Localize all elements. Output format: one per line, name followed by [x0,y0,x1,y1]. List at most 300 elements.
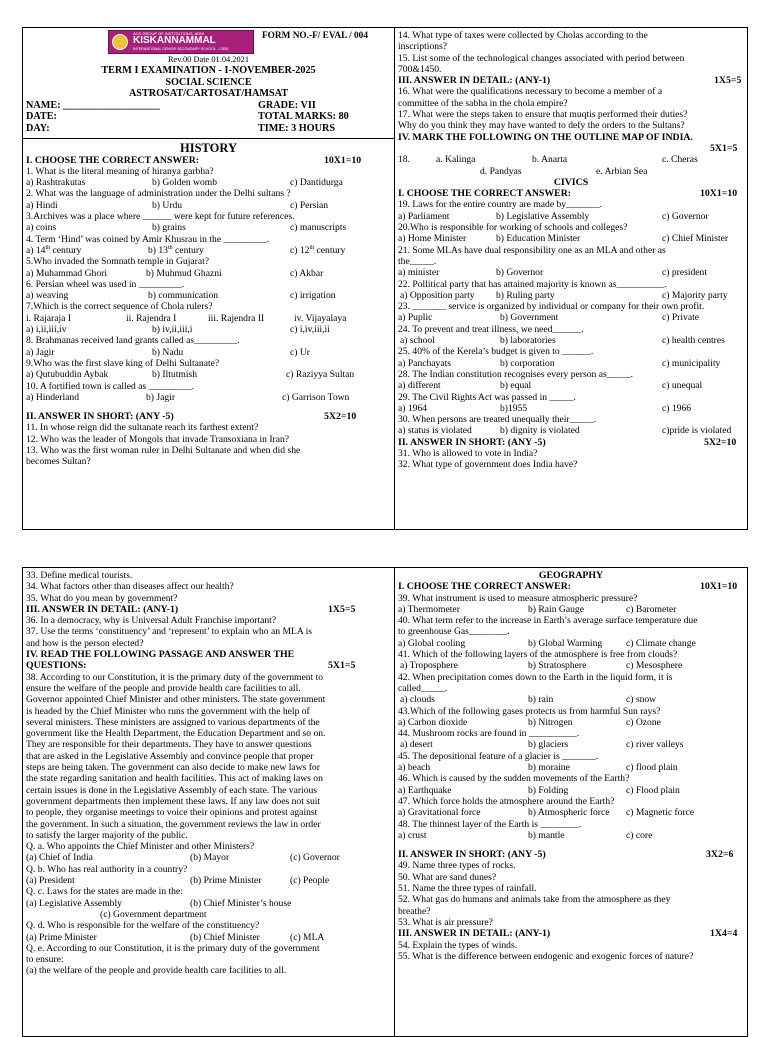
options [26,290,391,301]
section-marks: 10X1=10 [700,188,738,200]
option: c) Garrison Town [282,391,350,403]
option: (a) the welfare of the people and provide health care facilities to all. [26,965,287,977]
question: 20.Who is responsible for working of schools and colleges? [398,222,628,234]
question: Q. a. Who appoints the Chief Minister and other Ministers? [26,841,255,853]
option: c) i,iv,iii,ii [290,324,330,336]
question-number: 18. [398,154,410,166]
option: iv. Vijayalaya [294,312,347,324]
option: a) desert [400,739,433,751]
page-one-right-column [395,28,747,529]
question: 15. List some of the technological changes associated with period between [398,52,685,64]
options [398,233,744,244]
page-two-left-column [23,568,395,1036]
history-title: HISTORY [180,140,237,155]
map-options [398,166,744,177]
option: c) president [662,267,708,279]
date-field-label: DATE: [26,111,57,123]
civics-section-4-heading-continued [26,660,391,671]
option: b. Anarta [532,154,568,166]
passage-line: the government. In such a situation, the government reviews the law in order [26,818,321,830]
option: a) Gravitational force [398,807,481,819]
option-text: century [50,244,82,256]
geography-title: GEOGRAPHY [538,570,604,581]
option: b) Government [500,312,559,324]
option: a) Thermometer [398,603,460,615]
section-title: I. CHOOSE THE CORRECT ANSWER: [26,154,200,166]
option: c) Ozone [626,716,661,728]
option: a) beach [398,762,431,774]
question: 48. The thinnest layer of the Earth is ________. [398,818,582,830]
option: b) grains [152,222,186,234]
question-continued: committee of the sabha in the chola empire? [398,97,568,109]
civics-title: CIVICS [553,176,589,188]
question: 9.Who was the first slave king of Delhi Sultanate? [26,357,220,369]
option: b) communication [148,290,219,302]
option: b) Jagir [146,391,176,403]
question: 40. What term refer to the increase in Earth’s average surface temperature due [398,615,698,627]
section-marks: 3X2=6 [706,849,734,861]
question-continued: Why do you think they may have wanted to defy the orders to the Sultans? [398,120,685,132]
passage-line: is headed by the Chief Minister who runs the government with the help of [26,705,310,717]
options [26,245,391,256]
options [398,694,744,705]
passage-line: certain issues is done in the Legislative Assembly of each state. The various [26,784,318,796]
question: 12. Who was the leader of Mongols that invade Transoxiana in Iran? [26,433,290,445]
option: (a) Prime Minister [26,931,97,943]
option: a) Home Minister [398,233,467,245]
passage-line: the state regarding sanitation and health facilities. This act of making laws on [26,773,323,785]
option: a) Opposition party [400,289,475,301]
options [398,312,744,323]
option [148,245,204,256]
question: 4. Term ‘Hind’ was coined by Amir Khusrau in the _________. [26,233,270,245]
option: c) Raziyya Sultan [286,369,355,381]
question: 36. In a democracy, why is Universal Adult Franchise important? [26,615,277,627]
option-text: century [172,244,204,256]
option: c) core [626,829,653,841]
options [26,392,391,403]
option: a) Hinderland [26,391,80,403]
question: 49. Name three types of rocks. [398,860,516,872]
grade-label: GRADE: VII [258,99,316,111]
passage-line: to people, they organise meetings to voice their opinions and protest against [26,807,318,819]
option: a) Parliament [398,210,450,222]
passage-line: that are asked in the Legislative Assembly and convince people that proper [26,750,314,762]
option: b)1955 [500,402,528,414]
option: b) Stratosphere [528,660,587,672]
option: (c) Government department [100,908,207,920]
option: c) 1966 [662,402,692,414]
option: b) Folding [528,784,569,796]
option: a) Qutubuddin Aybak [26,369,109,381]
option: b) dignity is violated [500,425,580,437]
option: c) snow [626,694,657,706]
option: a) Hindi [26,199,58,211]
name-field-label: NAME: ___________________ [26,99,160,111]
map-options [398,154,744,165]
question: Q. e. According to our Constitution, it is the primary duty of the government [26,942,320,954]
option: a) 1964 [398,402,428,414]
option: b) Legislative Assembly [496,210,590,222]
question: 45. The depositional feature of a glacier is _______. [398,750,599,762]
options [26,324,391,335]
option: b) Urdu [152,199,183,211]
section-marks: 5X2=10 [324,411,357,423]
option: c) Akbar [290,267,324,279]
option: b) Rain Gauge [528,603,584,615]
revision-line: Rev.00 Date 01.04.2021 [167,55,250,64]
page-one-left-column [23,28,395,529]
options [26,313,391,324]
option: c) flood plain [626,762,678,774]
question: 39. What instrument is used to measure atmospheric pressure? [398,592,638,604]
options [398,739,744,750]
options [398,211,744,222]
options [398,267,744,278]
options [398,290,744,301]
question: 8. Brahmanas received land grants called as_________. [26,335,240,347]
question: 1. What is the literal meaning of hiranya garbha? [26,165,214,177]
options [26,268,391,279]
exam-title: TERM I EXAMINATION - I-NOVEMBER-2025 [101,65,316,76]
option: c) river valleys [626,739,684,751]
options [26,177,391,188]
civics-section-3-heading [26,604,391,615]
option: iii. Rajendra II [208,312,265,324]
option-sup: th [45,244,51,251]
option-sup: th [167,244,173,251]
question: 24. To prevent and treat illness, we need______. [398,323,584,335]
question: 42. When precipitation comes down to the Earth in the liquid form, it is [398,671,673,683]
passage-line: ensure the welfare of the people and provide health care facilities to all. [26,682,301,694]
section-marks: 1X4=4 [710,928,738,940]
geography-section-1-heading [398,581,744,592]
exam-subject: SOCIAL SCIENCE [165,76,252,88]
logo-group-text: ACS GROUP OF INSTITUTIONS, ARNI [133,31,205,36]
passage-line: government departments then implement these laws. If any law does not suit [26,795,321,807]
section-marks: 10X1=10 [324,154,362,166]
question: Q. d. Who is responsible for the welfare of the constituency? [26,920,260,932]
day-field-label: DAY: [26,122,50,134]
option: a) Carbon dioxide [398,716,468,728]
option: a) coins [26,222,57,234]
option: e. Arbian Sea [596,165,648,177]
option: (a) President [26,875,75,887]
spacer [398,841,744,849]
civics-section-2-heading [398,437,744,448]
question: 10. A fortified town is called as _________. [26,380,195,392]
history-section-4-heading: IV. MARK THE FOLLOWING ON THE OUTLINE MAP OF INDIA. [398,131,693,143]
exam-sections: ASTROSAT/CARTOSAT/HAMSAT [128,88,289,100]
options [26,852,391,863]
form-number: FORM NO.-F/ EVAL / 004 [262,31,368,41]
page-two [22,567,748,1037]
section-title: III. ANSWER IN DETAIL: (ANY-1) [398,928,551,940]
question: 11. In whose reign did the sultanate reach its farthest extent? [26,422,259,434]
option: (a) Chief of India [26,852,93,864]
passage-line: several ministers. These ministers are assigned to various departments of the [26,716,320,728]
question-continued: and how is the person elected? [26,637,144,649]
option: (b) Prime Minister [190,875,262,887]
logo-sub-text: INTERNATIONAL SENIOR SECONDARY SCHOOL - CBSE [133,47,229,51]
option: (a) Legislative Assembly [26,897,122,909]
option-text: a) 14 [26,244,46,256]
option: c) Ur [290,346,310,358]
option: a) Rashtrakutas [26,177,86,189]
options [398,807,744,818]
options [398,335,744,346]
option: a) different [398,380,441,392]
civics-section-1-heading [398,188,744,199]
history-section-1-heading [26,155,391,166]
question: 33. Define medical tourists. [26,570,133,581]
question: 19. Laws for the entire country are made by_______. [398,199,603,211]
options [398,638,744,649]
time-label: TIME: 3 HOURS [258,122,335,134]
passage-line: steps are being taken. The government can also decide to make new laws for [26,762,320,774]
spacer [26,403,391,411]
option: b) Nadu [152,346,184,358]
question-continued: to greenhouse Gas________. [398,626,510,638]
section-title: II. ANSWER IN SHORT: (ANY -5) [398,436,546,448]
passage-line: They are responsible for their departments. They have to answer questions [26,739,312,751]
options [26,369,391,380]
question: 3.Archives was a place where ______ were kept for future references. [26,211,295,223]
section-marks: 5X1=5 [328,660,356,672]
option: c) municipality [662,357,721,369]
option: c) Barometer [626,603,677,615]
question-continued: the_____. [398,255,437,267]
question: 25. 40% of the Kerela’s budget is given to ______. [398,346,594,358]
option: b) laboratories [500,335,556,347]
history-section-3-heading [398,75,744,86]
section-marks: 1X5=5 [714,75,742,87]
question: 5.Who invaded the Somnath temple in Gujarat? [26,256,210,268]
option: c) Magnetic force [626,807,695,819]
option: b) Ruling party [496,289,555,301]
option: c) Climate change [626,637,696,649]
logo-name-text: KISKANNAMMAL [133,35,216,46]
option: b) glaciers [528,739,569,751]
question: 34. What factors other than diseases affect our health? [26,581,234,593]
option: (c) Governor [290,852,340,864]
option: c) manuscripts [290,222,347,234]
question: 43.Which of the following gases protects us from harmful Sun rays? [398,705,661,717]
question: 53. What is air pressure? [398,916,493,928]
option: (c) People [290,875,330,887]
question: 41. Which of the following layers of the atmosphere is free from clouds? [398,649,678,661]
question-continued: to ensure: [26,954,64,966]
option: b) Golden womb [152,177,218,189]
options [398,380,744,391]
section-marks: 5X1=5 [710,142,738,154]
question: 54. Explain the types of winds. [398,939,518,951]
option: b) Muhmud Ghazni [146,267,222,279]
section-title: III. ANSWER IN DETAIL: (ANY-1) [26,603,179,615]
options [398,358,744,369]
option: a) Global cooling [398,637,466,649]
option: a) Muhammad Ghori [26,267,107,279]
options [26,200,391,211]
history-section-4-marks-row [398,143,744,154]
options [398,425,744,436]
geography-section-2-heading [398,849,744,860]
section-title: II. ANSWER IN SHORT: (ANY -5) [26,411,174,423]
question: 50. What are sand dunes? [398,871,497,883]
option: a) status is violated [398,425,472,437]
question-continued: becomes Sultan? [26,456,91,468]
question-continued: inscriptions? [398,41,448,53]
geography-section-3-heading [398,928,744,939]
question: 13. Who was the first woman ruler in Delhi Sultanate and when did she [26,444,301,456]
option-sup: th [309,244,315,251]
option: a. Kalinga [436,154,476,166]
question-continued: 700&1450. [398,63,442,75]
question: 44. Mushroom rocks are found in __________. [398,728,580,740]
option: a) Troposphere [400,660,458,672]
section-marks: 10X1=10 [700,581,738,593]
option: c) Dantidurga [290,177,343,189]
header-top [26,30,391,55]
section-title: I. CHOOSE THE CORRECT ANSWER: [398,188,572,200]
option: i. Rajaraja I [26,312,72,324]
question: 31. Who is allowed to vote in India? [398,447,538,459]
option: b) rain [528,694,554,706]
options [26,932,391,943]
option: a) crust [398,829,427,841]
question: 35. What do you mean by government? [26,592,178,604]
options [398,717,744,728]
total-marks-label: TOTAL MARKS: 80 [258,111,349,123]
option-text: century [314,244,346,256]
option: c. Cheras [662,154,698,166]
option [290,245,345,256]
option: c) health centres [662,335,725,347]
options [398,660,744,671]
option: c) Chief Minister [662,233,729,245]
option: a) Panchayats [398,357,452,369]
question: 29. The Civil Rights Act was passed in _____. [398,391,576,403]
option: (b) Chief Minister’s house [190,897,292,909]
option: b) equal [500,380,532,392]
question: 14. What type of taxes were collected by Cholas according to the [398,30,648,41]
option: b) corporation [500,357,555,369]
options [26,909,391,920]
passage-line: government like the Health Department, the Education Department and so on. [26,728,326,740]
option: b) Governor [496,267,544,279]
option: a) Puplic [398,312,433,324]
option: b) iv,ii,iii,i [152,324,193,336]
options [398,785,744,796]
passage-line: 38. According to our Constitution, it is the primary duty of the government to [26,671,324,683]
option: c) Private [662,312,700,324]
option: c)pride is violated [662,425,732,437]
option: ii. Rajendra I [126,312,177,324]
option: (c) MLA [290,931,325,943]
question-continued: breathe? [398,905,431,917]
options [398,762,744,773]
options [398,403,744,414]
question: 32. What type of government does India have? [398,459,578,471]
option: b) Atmospheric force [528,807,610,819]
header-divider [23,138,394,139]
section-title: III. ANSWER IN DETAIL: (ANY-1) [398,75,551,87]
option: a) i,ii,iii,iv [26,324,67,336]
question: 6. Persian wheel was used in _________. [26,278,185,290]
section-title: II. ANSWER IN SHORT: (ANY -5) [398,849,546,861]
name-row [26,100,391,112]
question: Q. b. Who has real authority in a country? [26,863,188,875]
option: b) moraine [528,762,570,774]
options [26,347,391,358]
question: 55. What is the difference between endogenic and exogenic forces of nature? [398,950,694,962]
option: c) Persian [290,199,329,211]
option: c) irrigation [290,290,336,302]
option-text: b) 13 [148,244,168,256]
option: a) Jagir [26,346,55,358]
options [26,222,391,233]
option: a) Earthquake [398,784,452,796]
question: 7.Which is the correct sequence of Chola rulers? [26,301,213,313]
question: Q. c. Laws for the states are made in the: [26,886,183,898]
options [26,875,391,886]
school-logo [108,30,254,54]
option: b) Nitrogen [528,716,573,728]
question: 17. What were the steps taken to ensure that muqtis performed their duties? [398,109,688,121]
section-title: I. CHOOSE THE CORRECT ANSWER: [398,581,572,593]
day-row [26,123,391,135]
option: d. Pandyas [480,165,522,177]
passage-line: Governor appointed Chief Minister and other ministers. The state government [26,694,326,706]
options [26,898,391,909]
option: c) Mesosphere [626,660,683,672]
options [398,604,744,615]
option: a) clouds [400,694,435,706]
history-section-2-heading [26,411,391,422]
date-row [26,111,391,123]
question: 2. What was the language of administration under the Delhi sultans ? [26,188,291,200]
option: (b) Mayor [190,852,230,864]
question: 47. Which force holds the atmosphere around the Earth? [398,795,615,807]
page-one [22,27,748,530]
option: a) weaving [26,290,69,302]
passage-line: to satisfy the larger majority of the public. [26,829,188,841]
option: c) unequal [662,380,703,392]
question-continued: called_____. [398,682,448,694]
option: b) Global Warming [528,637,603,649]
option: a) minister [398,267,440,279]
option [26,245,81,256]
question: 21. Some MLAs have dual responsibility one as an MLA and other as [398,244,666,256]
question: 37. Use the terms ‘constituency’ and ‘represent’ to explain who an MLA is [26,626,313,638]
logo-emblem-icon [112,34,128,50]
option: c) Majority party [662,289,728,301]
option: c) Governor [662,210,709,222]
options [398,830,744,841]
option: (b) Chief Minister [190,931,260,943]
question: 52. What gas do humans and animals take from the atmosphere as they [398,894,671,906]
question: 22. Pollitical party that has attained majority is known as__________. [398,278,667,290]
page-two-right-column [395,568,747,1036]
option: a) school [400,335,435,347]
question: 30. When persons are treated unequally their_____. [398,414,597,426]
section-marks: 5X2=10 [704,436,737,448]
section-title: QUESTIONS: [26,660,87,672]
option: b) mantle [528,829,565,841]
option: b) Education Minister [496,233,581,245]
civics-section-4-heading: IV. READ THE FOLLOWING PASSAGE AND ANSWER THE [26,649,295,661]
question: 46. Which is caused by the sudden movements of the Earth? [398,773,630,785]
